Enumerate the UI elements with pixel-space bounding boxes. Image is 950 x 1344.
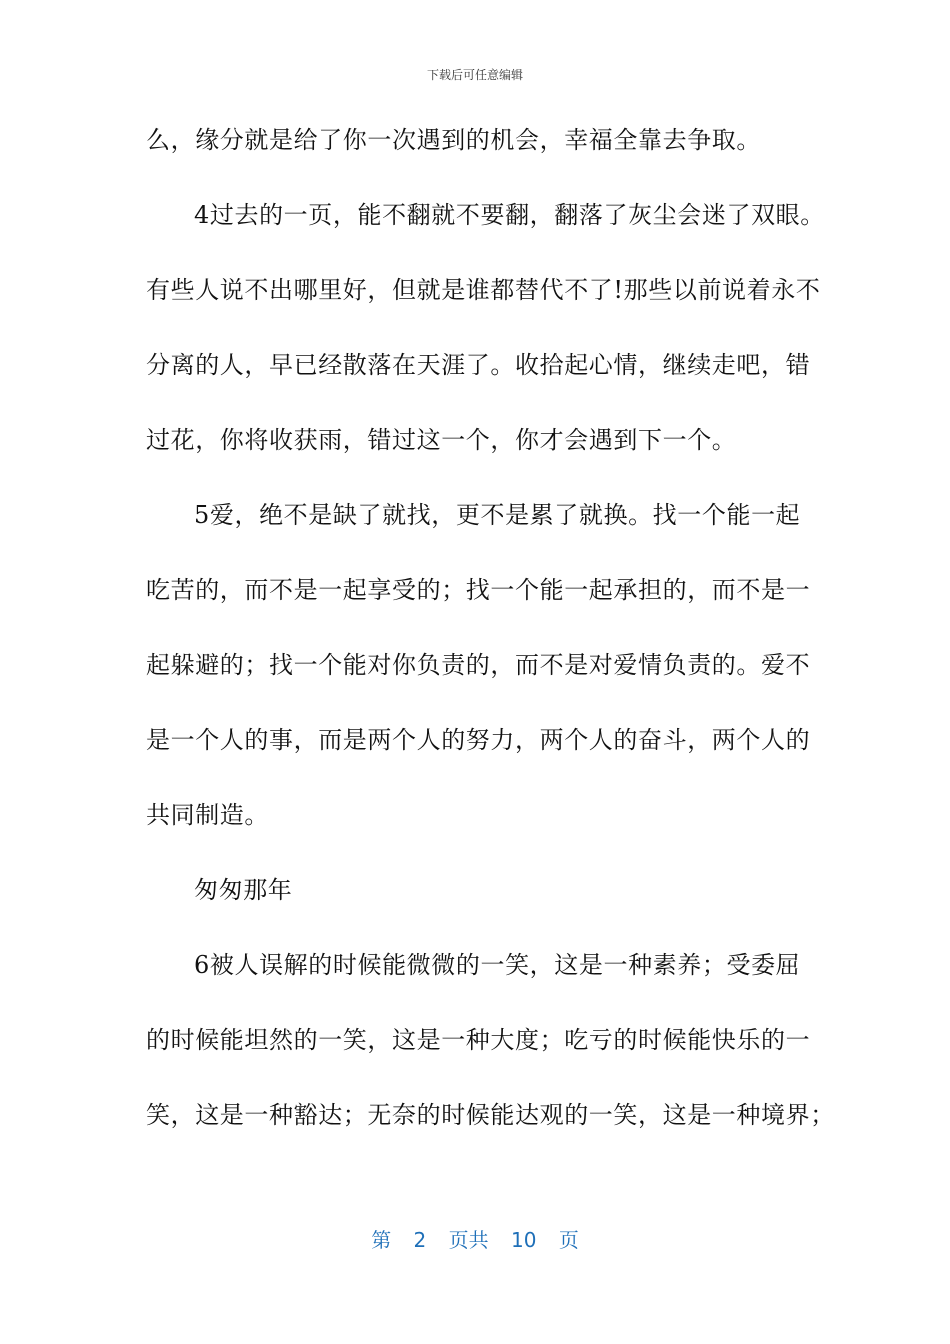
text-line: 笑，这是一种豁达；无奈的时候能达观的一笑，这是一种境界； bbox=[146, 1101, 835, 1129]
text-line: 有些人说不出哪里好，但就是谁都替代不了!那些以前说着永不 bbox=[146, 276, 821, 304]
total-pages-number: 10 bbox=[511, 1228, 537, 1252]
text-line: 是一个人的事，而是两个人的努力，两个人的奋斗，两个人的 bbox=[146, 726, 811, 754]
footer-prefix: 第 bbox=[371, 1228, 392, 1252]
paragraph-4-line: 4过去的一页，能不翻就不要翻，翻落了灰尘会迷了双眼。 bbox=[194, 201, 825, 229]
footer-suffix: 页 bbox=[558, 1228, 579, 1252]
text-line: 分离的人，早已经散落在天涯了。收拾起心情，继续走吧，错 bbox=[146, 351, 811, 379]
text-line: 起躲避的；找一个能对你负责的，而不是对爱情负责的。爱不 bbox=[146, 651, 811, 679]
paragraph-5-line: 5爱，绝不是缺了就找，更不是累了就换。找一个能一起 bbox=[194, 501, 801, 529]
text-line: 过花，你将收获雨，错过这一个，你才会遇到下一个。 bbox=[146, 426, 737, 454]
text-line: 吃苦的，而不是一起享受的；找一个能一起承担的，而不是一 bbox=[146, 576, 811, 604]
page-footer bbox=[0, 1224, 950, 1253]
footer-middle: 页共 bbox=[448, 1228, 489, 1252]
text-line: 的时候能坦然的一笑，这是一种大度；吃亏的时候能快乐的一 bbox=[146, 1026, 811, 1054]
text-line: 共同制造。 bbox=[146, 801, 269, 829]
current-page-number: 2 bbox=[413, 1228, 427, 1252]
paragraph-6-line: 6被人误解的时候能微微的一笑，这是一种素养；受委屈 bbox=[194, 951, 801, 979]
text-line: 么，缘分就是给了你一次遇到的机会，幸福全靠去争取。 bbox=[146, 126, 761, 154]
page-header: 下载后可任意编辑 bbox=[426, 68, 523, 82]
section-heading: 匆匆那年 bbox=[194, 876, 293, 904]
